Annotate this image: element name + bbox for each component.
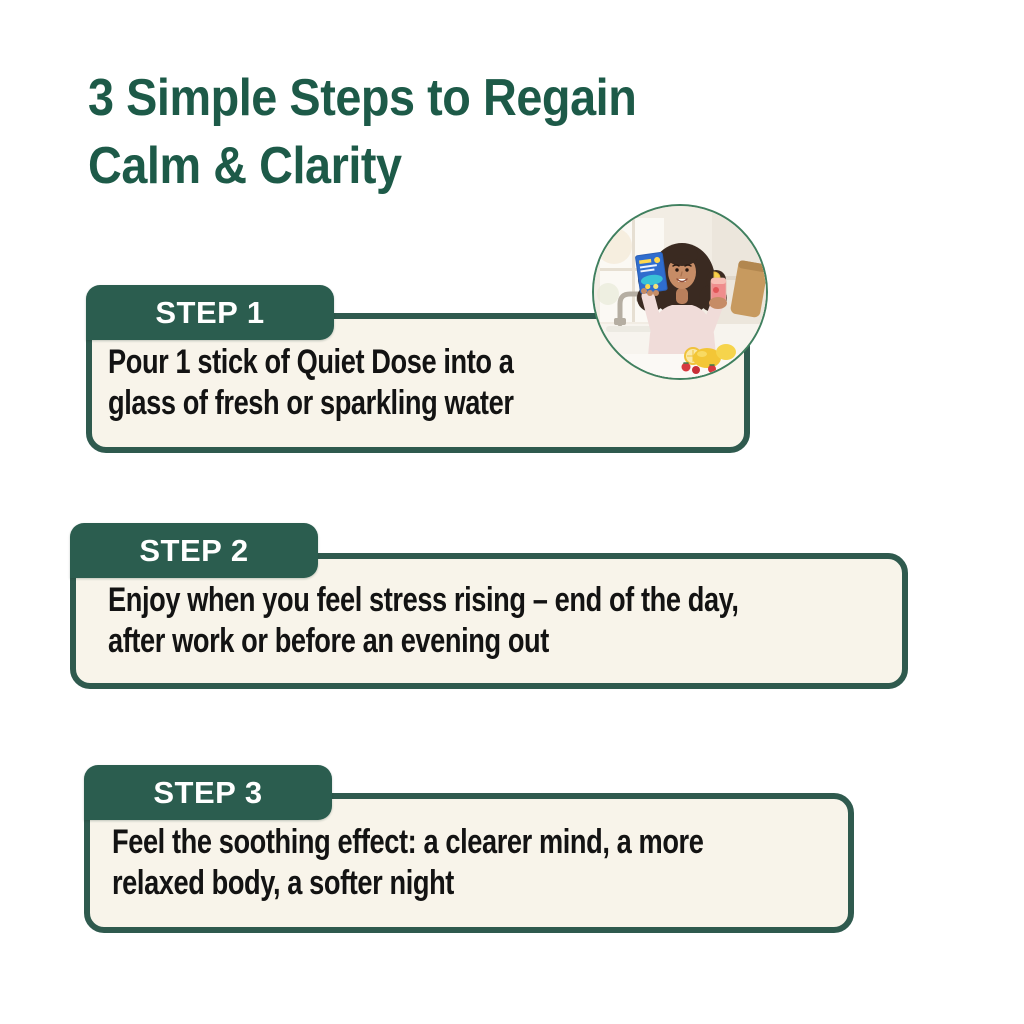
page-title (88, 64, 697, 200)
step-3-card (84, 765, 854, 933)
step-2-tab-label: STEP 2 (139, 532, 249, 568)
quiet-dose-box (635, 252, 667, 293)
step-3-tab (84, 765, 332, 820)
step-3-text-line-1: Feel the soothing effect: a clearer mind, a more (112, 823, 704, 861)
step-1-text-line-2: glass of fresh or sparkling water (108, 384, 514, 422)
product-photo-illustration (594, 206, 766, 378)
page-title-line-2: Calm & Clarity (88, 137, 402, 195)
step-1-tab (86, 285, 334, 340)
product-photo (592, 204, 768, 380)
step-2-card (70, 523, 908, 689)
step-1-tab-label: STEP 1 (155, 294, 265, 330)
step-3-tab-label: STEP 3 (153, 774, 263, 810)
step-2-text-line-1: Enjoy when you feel stress rising – end of the day, (108, 581, 739, 619)
page-title-line-1: 3 Simple Steps to Regain (88, 69, 637, 127)
step-3-text-line-2: relaxed body, a softer night (112, 864, 454, 902)
step-2-tab (70, 523, 318, 578)
step-1-text-line-1: Pour 1 stick of Quiet Dose into a (108, 343, 514, 381)
step-2-text-line-2: after work or before an evening out (108, 622, 549, 660)
